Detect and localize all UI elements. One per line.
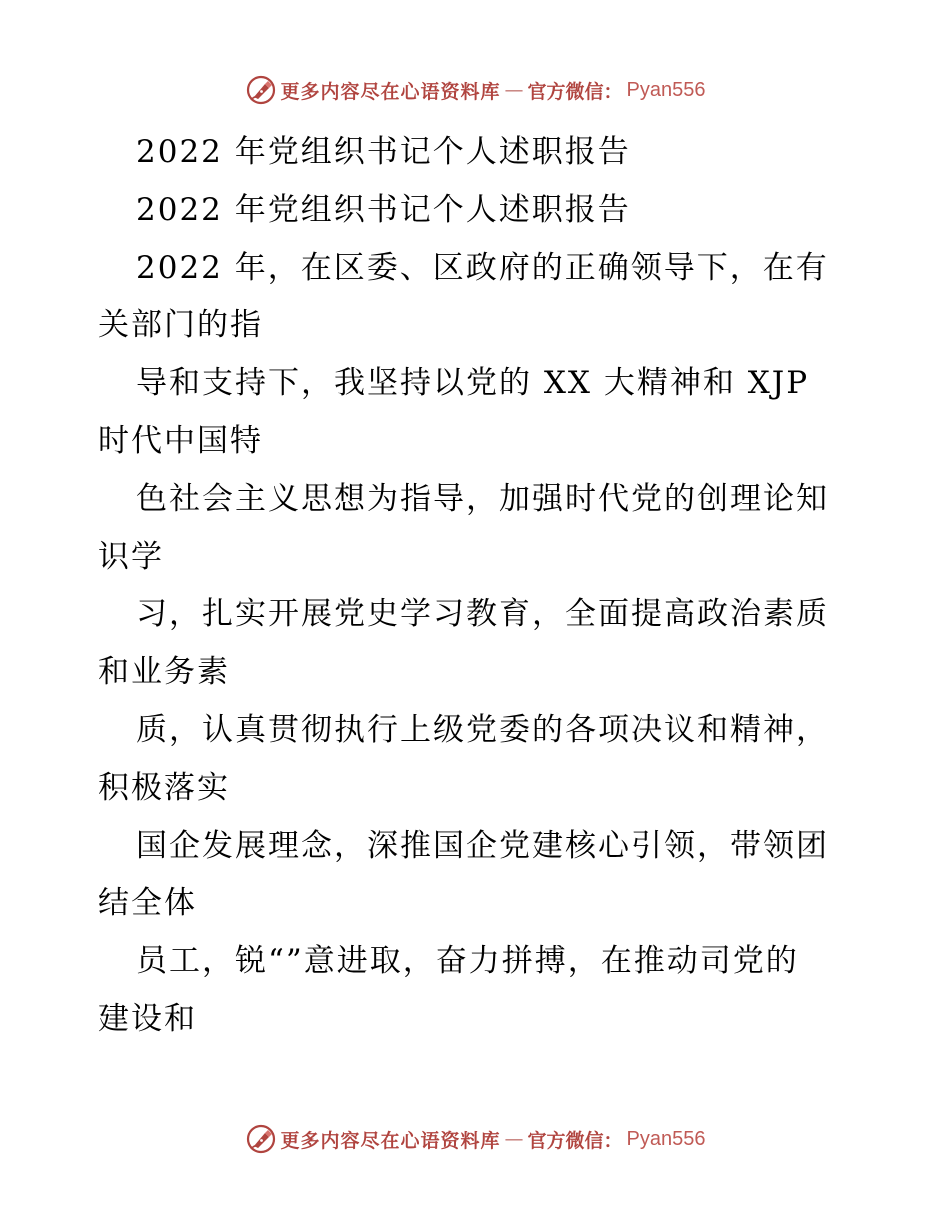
body-line: 国企发展理念，深推国企党建核心引领，带领团 bbox=[136, 827, 829, 864]
header-wechat-label: 官方微信： bbox=[527, 80, 623, 103]
body-line: 2022 年，在区委、区政府的正确领导下，在有 bbox=[136, 249, 829, 286]
body-line: 时代中国特 bbox=[98, 422, 263, 459]
body-line: 建设和 bbox=[98, 1000, 197, 1037]
header-banner-dash: — bbox=[504, 79, 524, 101]
body-line: 结全体 bbox=[98, 885, 197, 922]
footer-banner-inner bbox=[245, 1123, 706, 1155]
body-line: 员工，锐“”意进取，奋力拼搏，在推动司党的 bbox=[136, 943, 799, 980]
footer-banner bbox=[0, 1121, 950, 1157]
body-line: 和业务素 bbox=[98, 654, 230, 691]
footer-wechat-id: Pyan556 bbox=[626, 1127, 706, 1150]
footer-banner-dash: — bbox=[504, 1128, 524, 1150]
pen-nib-logo-icon bbox=[245, 74, 277, 106]
footer-wechat-label: 官方微信： bbox=[527, 1129, 623, 1152]
body-line: 积极落实 bbox=[98, 769, 230, 806]
document-title: 2022 年党组织书记个人述职报告 bbox=[136, 134, 631, 170]
body-line: 识学 bbox=[98, 538, 164, 575]
header-banner bbox=[0, 72, 950, 108]
body-line: 导和支持下，我坚持以党的 XX 大精神和 XJP bbox=[136, 365, 810, 402]
body-line: 质，认真贯彻执行上级党委的各项决议和精神， bbox=[136, 711, 829, 748]
body-line: 习，扎实开展党史学习教育，全面提高政治素质 bbox=[136, 596, 829, 633]
footer-banner-text: 更多内容尽在心语资料库 bbox=[280, 1129, 501, 1152]
body-line: 色社会主义思想为指导，加强时代党的创理论知 bbox=[136, 480, 829, 517]
document-body bbox=[98, 124, 888, 1049]
document-subtitle: 2022 年党组织书记个人述职报告 bbox=[136, 191, 631, 228]
header-banner-text: 更多内容尽在心语资料库 bbox=[280, 80, 501, 103]
body-line: 关部门的指 bbox=[98, 307, 263, 344]
header-banner-inner bbox=[245, 74, 706, 106]
pen-nib-logo-icon bbox=[245, 1123, 277, 1155]
header-wechat-id: Pyan556 bbox=[626, 78, 706, 101]
